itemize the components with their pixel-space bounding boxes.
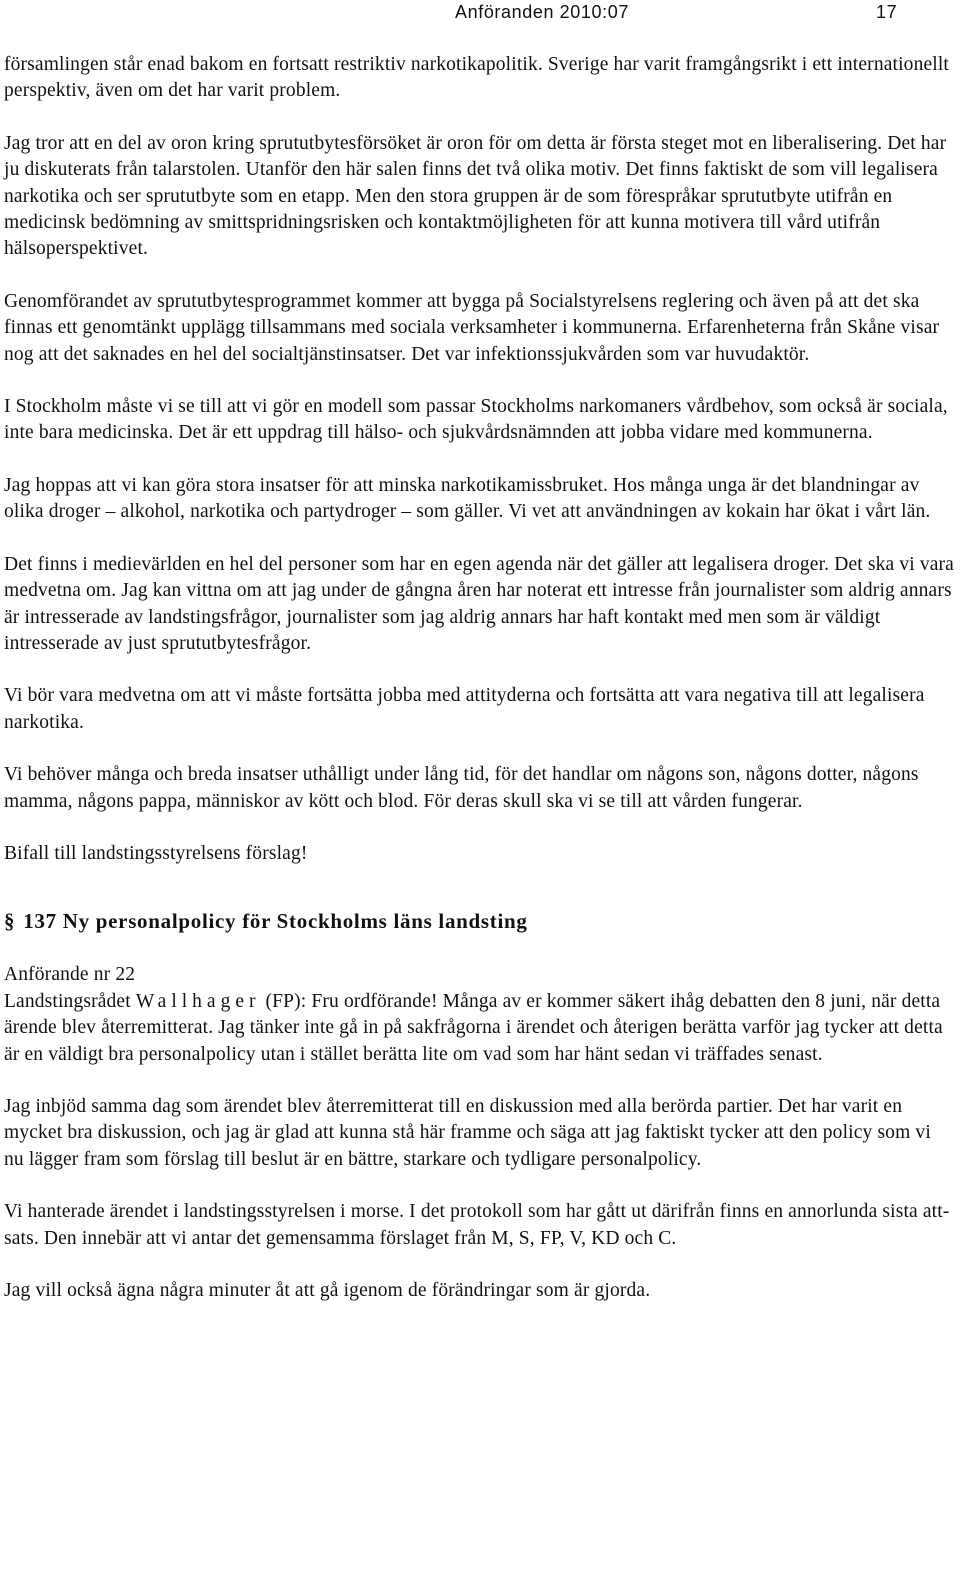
paragraph: Vi hanterade ärendet i landstingsstyrelsen i morse. I det protokoll som har gått ut därifrån finns en annorlunda sista att-sats. Den innebär att vi antar det gemensamma förslaget från M, S, FP, V, KD och C. [4, 1201, 950, 1249]
speaker-title: Landstingsrådet [4, 990, 131, 1012]
section-title: 137 Ny personalpolicy för Stockholms läns landsting [23, 909, 528, 934]
section-marker: § [4, 909, 16, 934]
running-header [0, 2, 960, 26]
paragraph: Vi behöver många och breda insatser uthålligt under lång tid, för det handlar om någons son, någons dotter, någons mamma, någons pappa, människor av kött och blod. För deras skull ska vi se till att vården fungerar. [4, 764, 919, 812]
paragraph: Genomförandet av sprututbytesprogrammet kommer att bygga på Socialstyrelsens reglering och även på att det ska finnas ett genomtänkt upplägg tillsammans med sociala verksamheter i kommunerna. Erfarenheterna från Skåne visar nog att det saknades en hel del socialtjänstinsatser. Det var infektionssjukvården som var huvudaktör. [4, 290, 940, 365]
paragraph: Vi bör vara medvetna om att vi måste fortsätta jobba med attityderna och fortsätta att vara negativa till att legalisera narkotika. [4, 685, 925, 733]
paragraph: Det finns i medievärlden en hel del personer som har en egen agenda när det gäller att legalisera droger. Det ska vi vara medvetna om. Jag kan vittna om att jag under de gångna åren har noterat ett intresse från journalister som aldrig annars är intresserade av landstingsfrågor, journalister som jag aldrig annars har haft kontakt med men som är väldigt intresserade av just sprututbytesfrågor. [4, 553, 954, 654]
speech-number: Anförande nr 22 [4, 964, 136, 986]
paragraph: församlingen står enad bakom en fortsatt restriktiv narkotikapolitik. Sverige har varit framgångsrikt i ett internationellt perspektiv, även om det har varit problem. [4, 54, 949, 102]
header-title: Anföranden 2010:07 [455, 2, 629, 22]
paragraph: Jag inbjöd samma dag som ärendet blev återremitterat till en diskussion med alla berörda partier. Det har varit en mycket bra diskussion, och jag är glad att kunna stå här framme och säga att jag faktiskt tycker att den policy som vi nu lägger fram som förslag till beslut är en bättre, starkare och tydligare personalpolicy. [4, 1095, 931, 1170]
paragraph: Jag vill också ägna några minuter åt att gå igenom de förändringar som är gjorda. [4, 1280, 651, 1301]
page-number: 17 [876, 2, 898, 22]
speech-text: (FP): Fru ordförande! Många av er kommer säkert ihåg debatten den 8 juni, när detta ärende blev återremitterat. Jag tänker inte gå in på sakfrågorna i ärendet och återigen berätta varför jag tycker att detta är en väldigt bra personalpolicy utan i stället berätta lite om vad som har hänt sedan vi träffades senast. [4, 990, 943, 1065]
paragraph: I Stockholm måste vi se till att vi gör en modell som passar Stockholms narkomaners vårdbehov, som också är sociala, inte bara medicinska. Det är ett uppdrag till hälso- och sjukvårdsnämnden att jobba vidare med kommunerna. [4, 396, 948, 444]
speaker-name: Wallhager [135, 990, 261, 1012]
paragraph: Jag hoppas att vi kan göra stora insatser för att minska narkotikamissbruket. Hos många unga är det blandningar av olika droger – alkohol, narkotika och partydroger – som gäller. Vi vet att användningen av kokain har ökat i vårt län. [4, 474, 931, 523]
speech-opening [4, 989, 954, 1068]
document-body [4, 52, 954, 1330]
closing-statement: Bifall till landstingsstyrelsens förslag! [4, 842, 308, 864]
section-heading [4, 907, 954, 935]
paragraph: Jag tror att en del av oron kring sprututbytesförsöket är oron för om detta är första steget mot en liberalisering. Det har ju diskuterats från talarstolen. Utanför den här salen finns det två olika motiv. Det finns faktiskt de som vill legalisera narkotika och ser sprututbyte som en etapp. Men den stora gruppen är de som förespråkar sprututbyte utifrån en medicinsk bedömning av smittspridningsrisken och kontaktmöjligheten för att kunna motivera till vård utifrån hälsoperspektivet. [4, 132, 947, 260]
